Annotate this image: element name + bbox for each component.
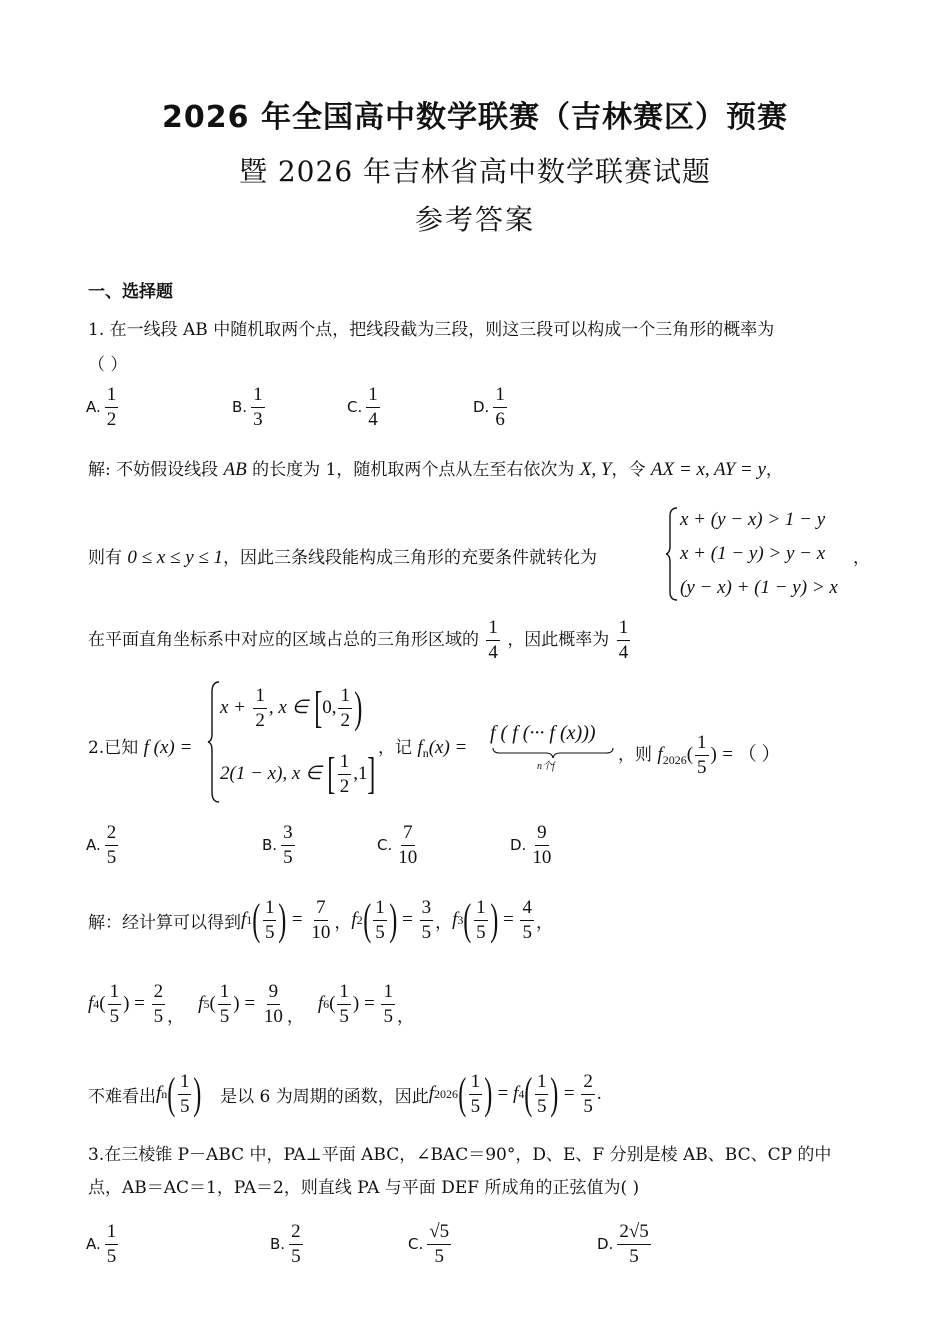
q2-f2-term: f 2 ( $\frac{1}{5}$ ) = $\frac{3}{5}$ ， (351, 895, 453, 945)
q1-system-comma: ， (853, 548, 870, 568)
q2-f5-term: f 5 ( $\frac{1}{5}$ ) = $\frac{9}{10}$ ， (198, 981, 304, 1027)
q2-f3-term: f 3 ( $\frac{1}{5}$ ) = $\frac{4}{5}$ ， (452, 895, 553, 945)
q3-stem-line-1: 3.在三棱锥 P－ABC 中，PA⊥平面 ABC，∠BAC＝90°，D、E、F 分别是棱 AB、BC、CP 的中 (88, 1145, 832, 1165)
q2-f4-term: f 4 ( $\frac{1}{5}$ ) = $\frac{2}{5}$ ， (88, 981, 185, 1027)
q2-option-c: C. $\frac{7}{10}$ (377, 822, 418, 868)
q2-definition: ，记 $f_n(x)$ = (378, 737, 468, 760)
q1-inequality-system: x + (y − x) > 1 − y x + (1 − y) > y − x (y − x) + (1 − y) > x (680, 509, 838, 598)
q1-solution-line-2: 则有 0 ≤ x ≤ y ≤ 1，因此三条线段能构成三角形的充要条件就转化为 (88, 547, 598, 568)
q3-option-c: C. $\frac{√5}{5}$ (408, 1221, 450, 1267)
q1-solution-line-3: 在平面直角坐标系中对应的区域占总的三角形区域的 $\frac{1}{4}$ ，因此概率为 $\frac{1}{4}$ (88, 617, 629, 663)
q2-case-2: 2(1 − x), x ∈ [ $\frac{1}{2}$ ,1] (220, 749, 376, 799)
q2-solution-line-3: 不难看出 f n ( $\frac{1}{5}$ ) 是以 6 为周期的函数，因此 f 2026 ( $\frac{1}{5}$ ) = f 4 ( $\frac{1}{5}$ ) = $\frac{2}{5}$ . (88, 1069, 602, 1119)
q1-option-c: C. $\frac{1}{4}$ (347, 384, 378, 430)
q2-case-1: x + $\frac{1}{2}$ , x ∈ [0, $\frac{1}{2}$ ) (220, 683, 363, 733)
underbrace-label: n个f (537, 761, 555, 772)
q2-nested-f: f ( f (··· f (x))) (490, 722, 596, 744)
section-heading: 一、选择题 (88, 282, 173, 302)
q1-blank: （ ） (88, 355, 128, 375)
q2-f1-term: f 1 ( $\frac{1}{5}$ ) = $\frac{7}{10}$ ， (241, 895, 352, 945)
page-title: 2026 年全国高中数学联赛（吉林赛区）预赛 (162, 100, 788, 135)
q1-option-d: D. $\frac{1}{6}$ (473, 384, 505, 430)
page-subtitle-2: 参考答案 (414, 203, 535, 236)
q1-option-b: B. $\frac{1}{3}$ (232, 384, 263, 430)
q2-option-b: B. $\frac{3}{5}$ (262, 822, 293, 868)
q2-f6-term: f 6 ( $\frac{1}{5}$ ) = $\frac{1}{5}$ ， (317, 981, 414, 1027)
q2-question: ，则 $f_{2026}$( $\frac{1}{5}$ ) = （ ） (618, 732, 781, 778)
q2-option-a: A. $\frac{2}{5}$ (86, 822, 117, 868)
system-brace (664, 506, 680, 602)
q2-solution-line-1: 解：经计算可以得到 f 1 ( $\frac{1}{5}$ ) = $\frac{7}{10}$ ， f 2 ( $\frac{1}{5}$ ) = $\frac{3}{5}$ ， f 3 ( $\frac{1}{5}$ ) = $\frac{4}{5}$ ， (88, 895, 553, 945)
q1-solution-line-1: 解: 不妨假设线段 AB 的长度为 1，随机取两个点从左至右依次为 X, Y，令 AX = x, AY = y， (88, 459, 783, 480)
q2-label: 2.已知 f (x) = (88, 737, 193, 758)
q2-solution-line-2 (88, 982, 414, 1027)
q3-stem-line-2: 点，AB＝AC＝1，PA＝2，则直线 PA 与平面 DEF 所成角的正弦值为( ) (88, 1178, 640, 1198)
q3-option-b: B. $\frac{2}{5}$ (270, 1221, 301, 1267)
q1-option-a: A. $\frac{1}{2}$ (86, 384, 117, 430)
q3-option-d: D. $\frac{2√5}{5}$ (597, 1221, 649, 1267)
q2-option-d: D. $\frac{9}{10}$ (510, 822, 552, 868)
q3-option-a: A. $\frac{1}{5}$ (86, 1221, 117, 1267)
q1-stem: 1. 在一线段 AB 中随机取两个点，把线段截为三段，则这三段可以构成一个三角形的概率为 (88, 320, 775, 340)
page-subtitle: 暨 2026 年吉林省高中数学联赛试题 (238, 155, 712, 188)
